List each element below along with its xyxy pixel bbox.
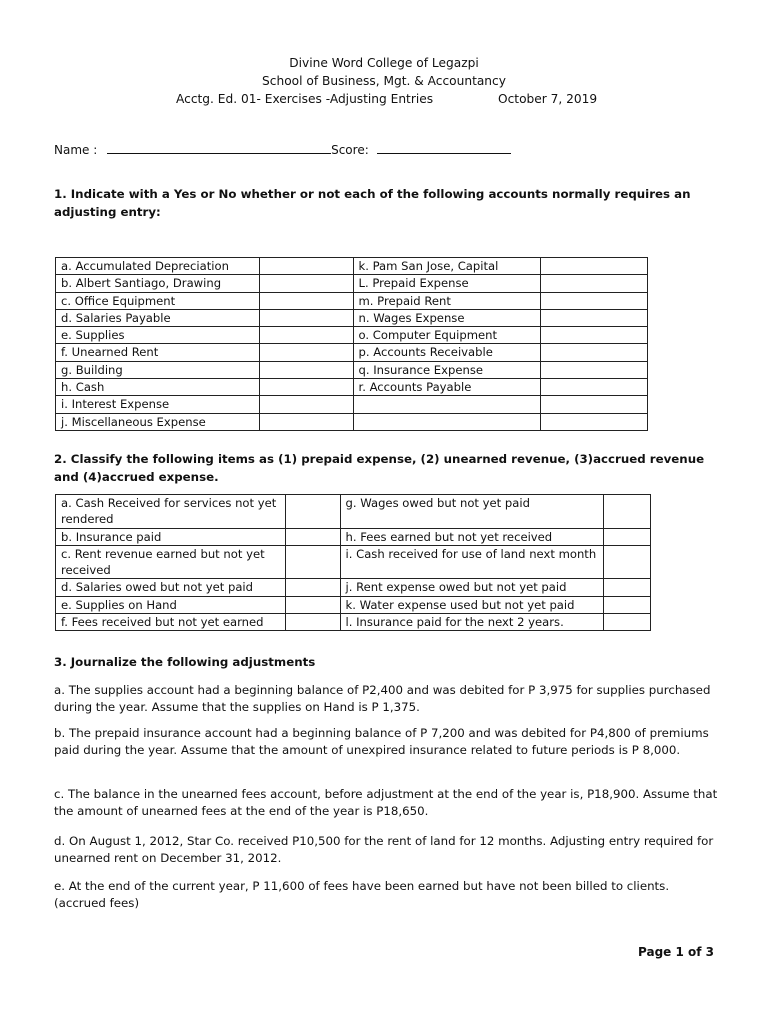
answer-cell[interactable]	[541, 413, 648, 430]
item-label: f. Unearned Rent	[56, 344, 260, 361]
answer-cell[interactable]	[541, 396, 648, 413]
item-label: h. Cash	[56, 379, 260, 396]
item-label: L. Prepaid Expense	[353, 275, 541, 292]
table-row	[56, 361, 648, 378]
table-row	[56, 413, 648, 430]
score-field[interactable]	[377, 142, 511, 154]
item-label: i. Interest Expense	[56, 396, 260, 413]
answer-cell[interactable]	[285, 545, 340, 579]
table-row	[56, 275, 648, 292]
answer-cell[interactable]	[541, 361, 648, 378]
item-label: e. Supplies on Hand	[56, 596, 286, 613]
answer-cell[interactable]	[259, 275, 353, 292]
answer-cell[interactable]	[285, 614, 340, 631]
table-row	[56, 545, 651, 579]
item-label: i. Cash received for use of land next month	[340, 545, 604, 579]
adjustment-item-d: d. On August 1, 2012, Star Co. received P10,500 for the rent of land for 12 months. Adjusting entry required for unearned rent on December 31, 2012.	[54, 834, 714, 865]
item-label	[353, 396, 541, 413]
question-3-prompt: 3. Journalize the following adjustments	[54, 655, 316, 669]
table-row	[56, 528, 651, 545]
answer-cell[interactable]	[259, 258, 353, 275]
answer-cell[interactable]	[604, 495, 651, 529]
answer-cell[interactable]	[604, 528, 651, 545]
accounts-table	[55, 257, 648, 431]
answer-cell[interactable]	[259, 396, 353, 413]
item-label: f. Fees received but not yet earned	[56, 614, 286, 631]
item-label: c. Office Equipment	[56, 292, 260, 309]
item-label: l. Insurance paid for the next 2 years.	[340, 614, 604, 631]
name-field[interactable]	[107, 142, 331, 154]
answer-cell[interactable]	[259, 327, 353, 344]
answer-cell[interactable]	[604, 545, 651, 579]
adjustment-item-b: b. The prepaid insurance account had a beginning balance of P 7,200 and was debited for P4,800 of premiums paid during the year. Assume that the amount of unexpired insurance related to future periods is P 8,000.	[54, 726, 709, 757]
answer-cell[interactable]	[541, 258, 648, 275]
answer-cell[interactable]	[259, 413, 353, 430]
item-label: j. Rent expense owed but not yet paid	[340, 579, 604, 596]
answer-cell[interactable]	[259, 292, 353, 309]
table-row	[56, 596, 651, 613]
item-label: o. Computer Equipment	[353, 327, 541, 344]
answer-cell[interactable]	[285, 579, 340, 596]
table-row	[56, 327, 648, 344]
name-label: Name :	[54, 143, 98, 157]
item-label: a. Accumulated Depreciation	[56, 258, 260, 275]
table-row	[56, 495, 651, 529]
answer-cell[interactable]	[604, 596, 651, 613]
table-row	[56, 396, 648, 413]
answer-cell[interactable]	[541, 344, 648, 361]
item-label: h. Fees earned but not yet received	[340, 528, 604, 545]
course-line	[176, 92, 598, 106]
answer-cell[interactable]	[285, 495, 340, 529]
table-row	[56, 344, 648, 361]
item-label: q. Insurance Expense	[353, 361, 541, 378]
item-label: p. Accounts Receivable	[353, 344, 541, 361]
exercise-date: October 7, 2019	[498, 92, 598, 106]
item-label: r. Accounts Payable	[353, 379, 541, 396]
answer-cell[interactable]	[541, 275, 648, 292]
college-name: Divine Word College of Legazpi	[289, 56, 479, 70]
answer-cell[interactable]	[541, 379, 648, 396]
item-label: m. Prepaid Rent	[353, 292, 541, 309]
answer-cell[interactable]	[604, 614, 651, 631]
adjustment-item-c: c. The balance in the unearned fees account, before adjustment at the end of the year is, P18,900. Assume that the amount of unearned fees at the end of the year is P18,650.	[54, 787, 718, 818]
name-score-line	[54, 142, 511, 157]
answer-cell[interactable]	[259, 361, 353, 378]
answer-cell[interactable]	[259, 309, 353, 326]
question-2-prompt: 2. Classify the following items as (1) prepaid expense, (2) unearned revenue, (3)accrued revenue and (4)accrued expense.	[54, 452, 705, 484]
answer-cell[interactable]	[259, 379, 353, 396]
classification-table	[55, 494, 651, 631]
answer-cell[interactable]	[604, 579, 651, 596]
answer-cell[interactable]	[259, 344, 353, 361]
item-label: a. Cash Received for services not yet rendered	[56, 495, 286, 529]
table-row	[56, 309, 648, 326]
table-row	[56, 579, 651, 596]
item-label	[353, 413, 541, 430]
adjustment-item-e: e. At the end of the current year, P 11,600 of fees have been earned but have not been billed to clients. (accrued fees)	[54, 879, 670, 910]
adjustment-item-a: a. The supplies account had a beginning balance of P2,400 and was debited for P 3,975 for supplies purchased during the year. Assume that the supplies on Hand is P 1,375.	[54, 683, 711, 714]
answer-cell[interactable]	[541, 327, 648, 344]
answer-cell[interactable]	[285, 528, 340, 545]
score-label: Score:	[331, 143, 369, 157]
question-1-prompt: 1. Indicate with a Yes or No whether or not each of the following accounts normally requires an adjusting entry:	[54, 187, 691, 219]
item-label: d. Salaries Payable	[56, 309, 260, 326]
page-number: Page 1 of 3	[638, 945, 714, 959]
item-label: k. Pam San Jose, Capital	[353, 258, 541, 275]
item-label: b. Insurance paid	[56, 528, 286, 545]
item-label: c. Rent revenue earned but not yet received	[56, 545, 286, 579]
answer-cell[interactable]	[541, 292, 648, 309]
item-label: b. Albert Santiago, Drawing	[56, 275, 260, 292]
table-row	[56, 614, 651, 631]
item-label: e. Supplies	[56, 327, 260, 344]
table-row	[56, 292, 648, 309]
item-label: n. Wages Expense	[353, 309, 541, 326]
course-title: Acctg. Ed. 01- Exercises -Adjusting Entries	[176, 92, 434, 106]
item-label: d. Salaries owed but not yet paid	[56, 579, 286, 596]
table-row	[56, 379, 648, 396]
item-label: g. Building	[56, 361, 260, 378]
item-label: g. Wages owed but not yet paid	[340, 495, 604, 529]
item-label: j. Miscellaneous Expense	[56, 413, 260, 430]
item-label: k. Water expense used but not yet paid	[340, 596, 604, 613]
school-name: School of Business, Mgt. & Accountancy	[262, 74, 506, 88]
table-row	[56, 258, 648, 275]
answer-cell[interactable]	[541, 309, 648, 326]
answer-cell[interactable]	[285, 596, 340, 613]
